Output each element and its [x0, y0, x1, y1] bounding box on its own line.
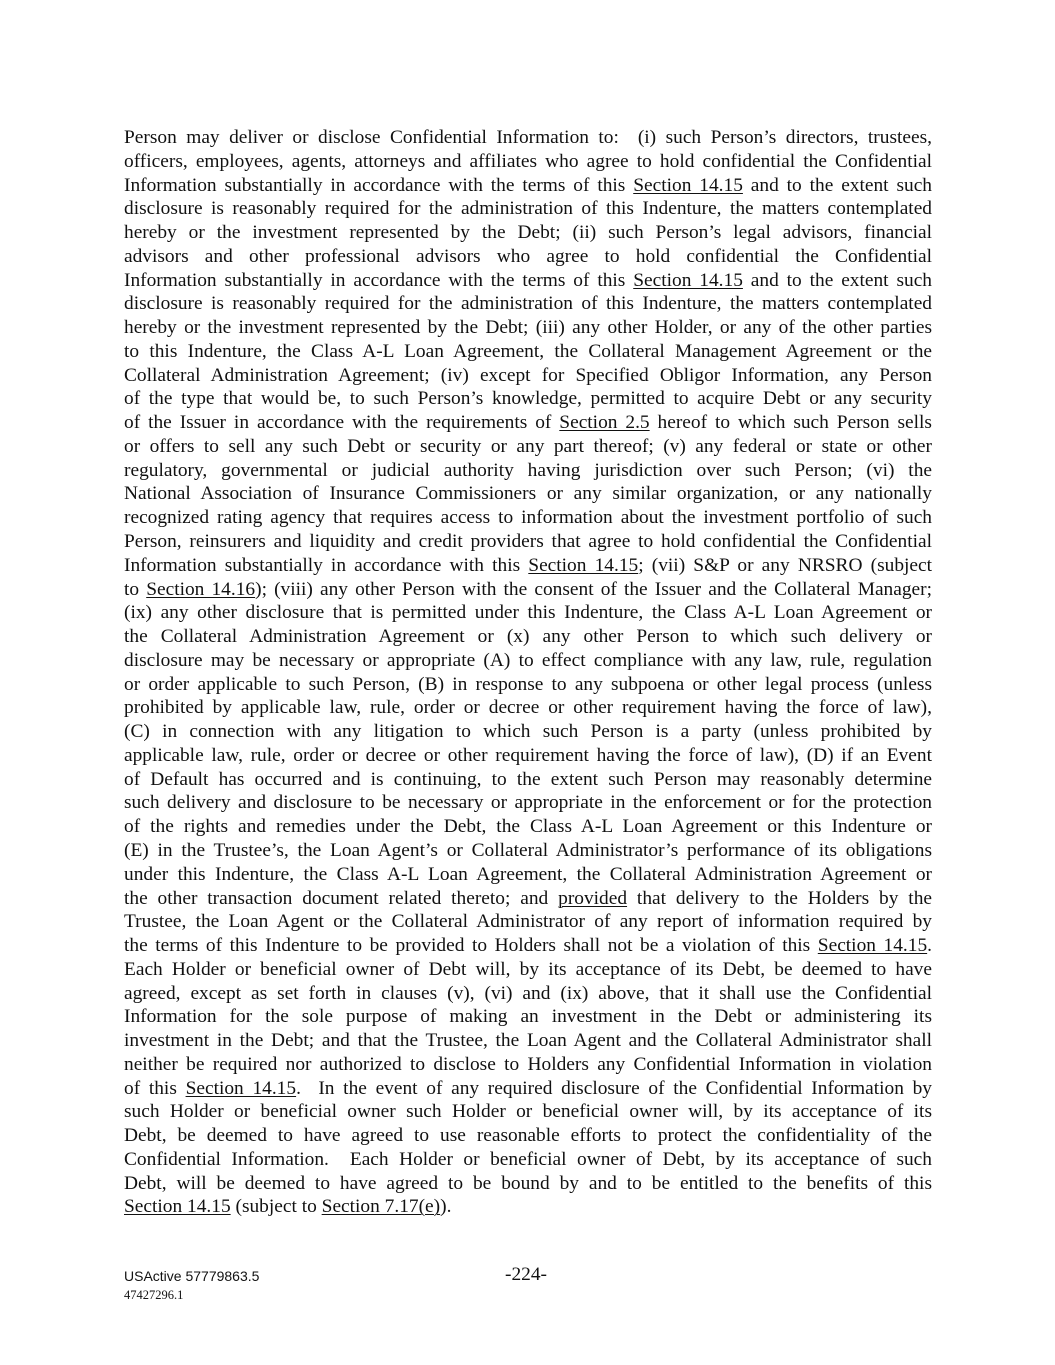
text-segment: hereby or the investment represented by the Debt; (iii) any other Holder, or any of the other parties	[124, 317, 932, 339]
text-segment: officers, employees, agents, attorneys and affiliates who agree to hold confidential the Confidential	[124, 150, 932, 172]
text-line	[124, 768, 932, 792]
text-segment: Debt, will be deemed to have agreed to be bound by and to be entitled to the benefits of this	[124, 1172, 932, 1194]
text-line	[124, 958, 932, 982]
section-reference: Section 14.15	[124, 1196, 231, 1218]
text-line	[124, 601, 932, 625]
text-line	[124, 1029, 932, 1053]
text-segment: such delivery and disclosure to be necessary or appropriate in the enforcement or for the protection	[124, 792, 932, 814]
text-segment: disclosure is reasonably required for the administration of this Indenture, the matters contemplated	[124, 198, 932, 220]
text-segment: Information substantially in accordance with this	[124, 554, 529, 576]
page-number: -224-	[505, 1264, 548, 1285]
text-line	[124, 245, 932, 269]
text-line	[124, 435, 932, 459]
text-segment: Person may deliver or disclose Confidential Information to: (i) such Person’s directors, trustees,	[124, 127, 932, 148]
text-segment: to this Indenture, the Class A-L Loan Agreement, the Collateral Management Agreement or the	[124, 340, 932, 362]
text-segment: of Default has occurred and is continuing, to the extent such Person may reasonably determine	[124, 768, 932, 790]
text-segment: to	[124, 578, 147, 600]
text-line	[124, 1053, 932, 1077]
text-line	[124, 387, 932, 411]
text-segment: of the type that would be, to such Person’s knowledge, permitted to acquire Debt or any security	[124, 388, 932, 410]
footer-document-id: USActive 57779863.5	[124, 1268, 260, 1284]
footer-document-number: 47427296.1	[124, 1288, 184, 1302]
text-line	[124, 197, 932, 221]
text-segment: .	[927, 935, 932, 957]
text-line	[124, 506, 932, 530]
text-segment: Confidential Information. Each Holder or beneficial owner of Debt, by its acceptance of such	[124, 1148, 932, 1170]
text-line	[124, 815, 932, 839]
text-segment: and to the extent such	[742, 174, 932, 196]
text-segment: the terms of this Indenture to be provided to Holders shall not be a violation of this	[124, 935, 818, 957]
text-line	[124, 744, 932, 768]
text-segment: investment in the Debt; and that the Trustee, the Loan Agent and the Collateral Administrator shall	[124, 1030, 932, 1052]
text-line	[124, 1148, 932, 1172]
text-line	[124, 459, 932, 483]
text-line	[124, 340, 932, 364]
text-segment: National Association of Insurance Commissioners or any similar organization, or any nationally	[124, 483, 932, 505]
text-segment: ).	[440, 1196, 452, 1218]
text-segment: the Collateral Administration Agreement or (x) any other Person to which such delivery or	[124, 626, 932, 648]
text-segment: or order applicable to such Person, (B) in response to any subpoena or other legal process (unless	[124, 673, 932, 695]
section-reference: Section 14.15	[633, 174, 743, 196]
text-line	[124, 221, 932, 245]
text-line	[124, 649, 932, 673]
text-line	[124, 150, 932, 174]
text-line	[124, 482, 932, 506]
text-line	[124, 174, 932, 198]
text-segment: (C) in connection with any litigation to which such Person is a party (unless prohibited by	[124, 721, 932, 743]
text-line	[124, 1077, 932, 1101]
text-segment: Information for the sole purpose of making an investment in the Debt or administering its	[124, 1006, 932, 1028]
text-segment: disclosure is reasonably required for the administration of this Indenture, the matters contemplated	[124, 293, 932, 315]
text-line	[124, 791, 932, 815]
text-line	[124, 578, 932, 602]
text-line	[124, 126, 932, 150]
text-line	[124, 863, 932, 887]
text-line	[124, 696, 932, 720]
text-segment: regulatory, governmental or judicial authority having jurisdiction over such Person; (vi) the	[124, 459, 932, 481]
text-line	[124, 934, 932, 958]
text-segment: Collateral Administration Agreement; (iv) except for Specified Obligor Information, any Person	[124, 364, 932, 386]
section-reference: Section 2.5	[559, 412, 650, 434]
text-segment: Trustee, the Loan Agent or the Collateral Administrator of any report of information required by	[124, 911, 932, 933]
text-line	[124, 1172, 932, 1196]
text-line	[124, 1124, 932, 1148]
text-line	[124, 411, 932, 435]
text-line	[124, 316, 932, 340]
text-line	[124, 530, 932, 554]
text-segment: (ix) any other disclosure that is permitted under this Indenture, the Class A-L Loan Agreement or	[124, 602, 932, 624]
text-segment: disclosure may be necessary or appropriate (A) to effect compliance with any law, rule, regulation	[124, 649, 932, 671]
text-line	[124, 625, 932, 649]
text-segment: of the rights and remedies under the Debt, the Class A-L Loan Agreement or this Indenture or	[124, 816, 932, 838]
text-segment: of the Issuer in accordance with the requirements of	[124, 412, 560, 434]
text-segment: (subject to	[230, 1196, 322, 1218]
text-segment: such Holder or beneficial owner such Holder or beneficial owner will, by its acceptance of its	[124, 1101, 932, 1123]
text-segment: or offers to sell any such Debt or security or any part thereof; (v) any federal or state or other	[124, 435, 932, 457]
section-reference: Section 7.17(e)	[321, 1196, 441, 1218]
text-segment: of this	[124, 1077, 186, 1099]
text-segment: Each Holder or beneficial owner of Debt will, by its acceptance of its Debt, be deemed to have	[124, 958, 932, 980]
text-segment: applicable law, rule, order or decree or other requirement having the force of law), (D) if an Event	[124, 744, 932, 766]
text-segment: the other transaction document related thereto; and	[124, 887, 559, 909]
text-line	[124, 1100, 932, 1124]
text-segment: Person, reinsurers and liquidity and credit providers that agree to hold confidential the Confidential	[124, 531, 932, 553]
text-line	[124, 364, 932, 388]
section-reference: Section 14.16	[146, 578, 256, 600]
text-segment: hereby or the investment represented by the Debt; (ii) such Person’s legal advisors, financial	[124, 222, 932, 244]
text-segment: recognized rating agency that requires access to information about the investment portfolio of such	[124, 507, 932, 529]
text-segment: ); (viii) any other Person with the consent of the Issuer and the Collateral Manager;	[255, 578, 933, 600]
text-line	[124, 839, 932, 863]
text-segment: . In the event of any required disclosure of the Confidential Information by	[296, 1077, 933, 1099]
text-segment: neither be required nor authorized to disclose to Holders any Confidential Information in violation	[124, 1053, 932, 1075]
text-segment: that delivery to the Holders by the	[627, 887, 932, 909]
section-reference: provided	[558, 887, 628, 909]
section-reference: Section 14.15	[633, 269, 743, 291]
text-segment: agreed, except as set forth in clauses (v), (vi) and (ix) above, that it shall use the Confidential	[124, 982, 932, 1004]
text-segment: prohibited by applicable law, rule, order or decree or other requirement having the force of law),	[124, 697, 932, 719]
section-reference: Section 14.15	[817, 935, 928, 957]
text-line	[124, 1005, 932, 1029]
text-segment: (E) in the Trustee’s, the Loan Agent’s or Collateral Administrator’s performance of its obligations	[124, 839, 932, 861]
section-reference: Section 14.15	[528, 554, 639, 576]
text-line	[124, 1195, 932, 1219]
text-line	[124, 720, 932, 744]
text-segment: Debt, be deemed to have agreed to use reasonable efforts to protect the confidentiality of the	[124, 1125, 932, 1147]
text-line	[124, 673, 932, 697]
text-segment: Information substantially in accordance with the terms of this	[124, 269, 634, 291]
text-segment: advisors and other professional advisors who agree to hold confidential the Confidential	[124, 245, 932, 267]
text-line	[124, 292, 932, 316]
text-line	[124, 554, 932, 578]
text-segment: hereof to which such Person sells	[649, 412, 932, 434]
text-segment: under this Indenture, the Class A-L Loan Agreement, the Collateral Administration Agreement or	[124, 863, 932, 885]
text-line	[124, 269, 932, 293]
text-segment: and to the extent such	[742, 269, 932, 291]
text-segment: Information substantially in accordance with the terms of this	[124, 174, 634, 196]
section-reference: Section 14.15	[185, 1077, 297, 1099]
text-line	[124, 982, 932, 1006]
text-line	[124, 887, 932, 911]
body-text	[124, 126, 932, 1219]
text-segment: ; (vii) S&P or any NRSRO (subject	[638, 554, 933, 576]
text-line	[124, 910, 932, 934]
